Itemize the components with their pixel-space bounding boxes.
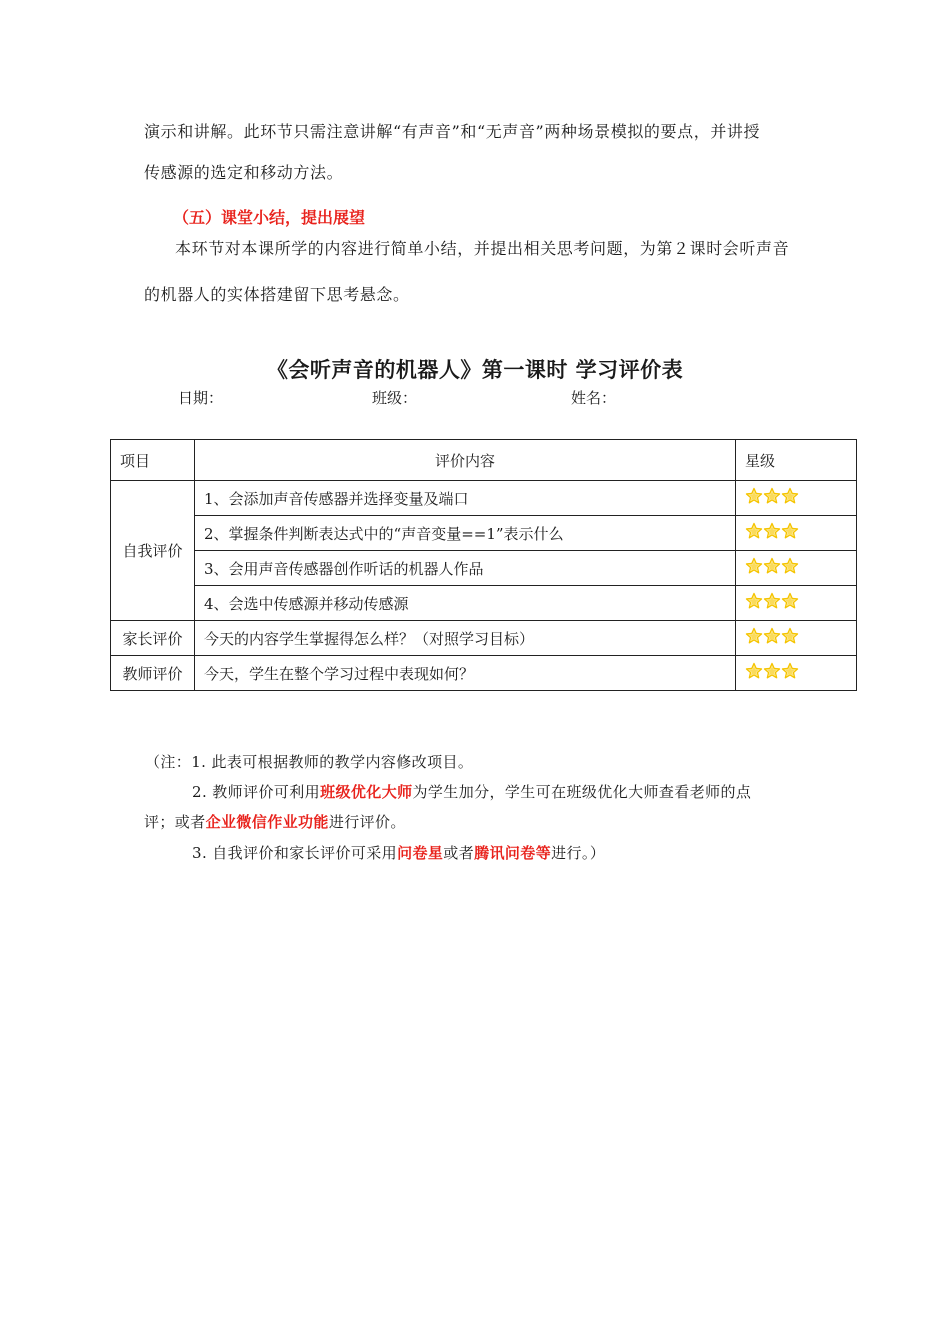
table-row <box>111 621 857 656</box>
note-text: 进行评价。 <box>328 813 406 831</box>
star-rating[interactable] <box>736 481 857 516</box>
star-rating[interactable] <box>736 586 857 621</box>
note-line-1: （注：1. 此表可根据教师的教学内容修改项目。 <box>145 753 474 771</box>
note-text: 评；或者 <box>144 813 206 831</box>
paragraph-line: 传感源的选定和移动方法。 <box>144 163 344 182</box>
table-header-row <box>111 440 857 481</box>
section-heading: （五）课堂小结，提出展望 <box>173 208 366 227</box>
note-highlight: 企业微信作业功能 <box>205 813 329 831</box>
criterion-cell: 1、会添加声音传感器并选择变量及端口 <box>195 481 736 516</box>
star-icon <box>763 487 781 505</box>
star-icon <box>745 592 763 610</box>
paragraph-line: 的机器人的实体搭建留下思考悬念。 <box>144 285 410 304</box>
date-label: 日期： <box>178 389 224 407</box>
note-highlight: 问卷星 <box>397 844 444 862</box>
star-rating[interactable] <box>736 621 857 656</box>
star-icon <box>781 487 799 505</box>
star-icon <box>781 592 799 610</box>
note-text: 2. 教师评价可利用 <box>192 783 321 801</box>
criterion-cell: 2、掌握条件判断表达式中的“声音变量==1”表示什么 <box>195 516 736 551</box>
criterion-cell: 今天的内容学生掌握得怎么样？（对照学习目标） <box>195 621 736 656</box>
paragraph-line: 演示和讲解。此环节只需注意讲解“有声音”和“无声音”两种场景模拟的要点，并讲授 <box>144 122 761 141</box>
class-label: 班级： <box>372 389 418 407</box>
star-icon <box>763 627 781 645</box>
star-icon <box>745 522 763 540</box>
criterion-cell: 4、会选中传感源并移动传感源 <box>195 586 736 621</box>
star-icon <box>745 627 763 645</box>
name-label: 姓名： <box>571 389 617 407</box>
table-row <box>111 551 857 586</box>
star-icon <box>763 662 781 680</box>
table-row <box>111 586 857 621</box>
note-text: 或者 <box>443 844 475 862</box>
note-text: 为学生加分，学生可在班级优化大师查看老师的点 <box>412 783 752 801</box>
header-stars: 星级 <box>736 440 857 481</box>
header-item: 项目 <box>111 440 195 481</box>
star-icon <box>745 487 763 505</box>
star-icon <box>745 662 763 680</box>
note-text: 进行。） <box>551 844 606 862</box>
star-rating[interactable] <box>736 656 857 691</box>
paragraph-line: 本环节对本课所学的内容进行简单小结，并提出相关思考问题，为第２课时会听声音 <box>175 239 790 258</box>
criterion-cell: 3、会用声音传感器创作听话的机器人作品 <box>195 551 736 586</box>
star-icon <box>781 662 799 680</box>
note-text: 3. 自我评价和家长评价可采用 <box>192 844 398 862</box>
star-icon <box>745 557 763 575</box>
header-content: 评价内容 <box>195 440 736 481</box>
criterion-cell: 今天，学生在整个学习过程中表现如何？ <box>195 656 736 691</box>
star-rating[interactable] <box>736 551 857 586</box>
table-row <box>111 656 857 691</box>
note-line-2b <box>144 812 406 832</box>
note-line-2 <box>192 782 751 802</box>
star-icon <box>781 557 799 575</box>
star-icon <box>763 592 781 610</box>
group-parent-evaluation: 家长评价 <box>111 621 195 656</box>
star-icon <box>763 557 781 575</box>
note-highlight: 班级优化大师 <box>320 783 413 801</box>
page-title: 《会听声音的机器人》第一课时 学习评价表 <box>266 358 684 382</box>
note-line-3 <box>192 843 605 863</box>
table-row <box>111 516 857 551</box>
star-icon <box>781 522 799 540</box>
star-rating[interactable] <box>736 516 857 551</box>
evaluation-table <box>110 439 857 691</box>
star-icon <box>763 522 781 540</box>
group-teacher-evaluation: 教师评价 <box>111 656 195 691</box>
table-row <box>111 481 857 516</box>
group-self-evaluation: 自我评价 <box>111 481 195 621</box>
star-icon <box>781 627 799 645</box>
note-highlight: 腾讯问卷等 <box>474 844 552 862</box>
